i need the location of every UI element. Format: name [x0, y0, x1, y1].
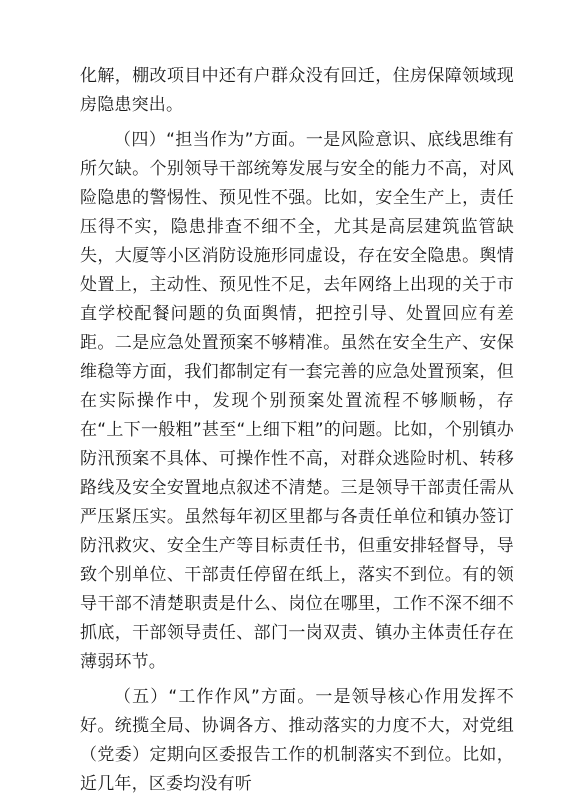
paragraph-section-four: （四）“担当作为”方面。一是风险意识、底线思维有所欠缺。个别领导干部统筹发展与安全的能力不高，对风险隐患的警惕性、预见性不强。比如，安全生产上，责任压得不实，隐患排查不细不全，尤其是高层建筑监管缺失，大厦等小区消防设施形同虚设，存在安全隐患。舆情处置上，主动性、预见性不足，去年网络上出现的关于市直学校配餐问题的负面舆情，把控引导、处置回应有差距。二是应急处置预案不够精准。虽然在安全生产、安保维稳等方面，我们都制定有一套完善的应急处置预案，但在实际操作中，发现个别预案处置流程不够顺畅，存在“上下一般粗”甚至“上细下粗”的问题。比如，个别镇办防汛预案不具体、可操作性不高，对群众逃险时机、转移路线及安全安置地点叙述不清楚。三是领导干部责任需从严压紧压实。虽然每年初区里都与各责任单位和镇办签订防汛救灾、安全生产等目标责任书，但重安排轻督导，导致个别单位、干部责任停留在纸上，落实不到位。有的领导干部不清楚职责是什么、岗位在哪里，工作不深不细不抓底，干部领导责任、部门一岗双责、镇办主体责任存在薄弱环节。 — [80, 130, 514, 672]
paragraph-continuation: 化解，棚改项目中还有户群众没有回迁，住房保障领域现房隐患突出。 — [80, 66, 514, 115]
paragraph-section-five: （五）“工作作风”方面。一是领导核心作用发挥不好。统揽全局、协调各方、推动落实的力度不大，对党组（党委）定期向区委报告工作的机制落实不到位。比如，近几年，区委均没有听 — [80, 687, 514, 794]
document-body — [80, 62, 514, 799]
